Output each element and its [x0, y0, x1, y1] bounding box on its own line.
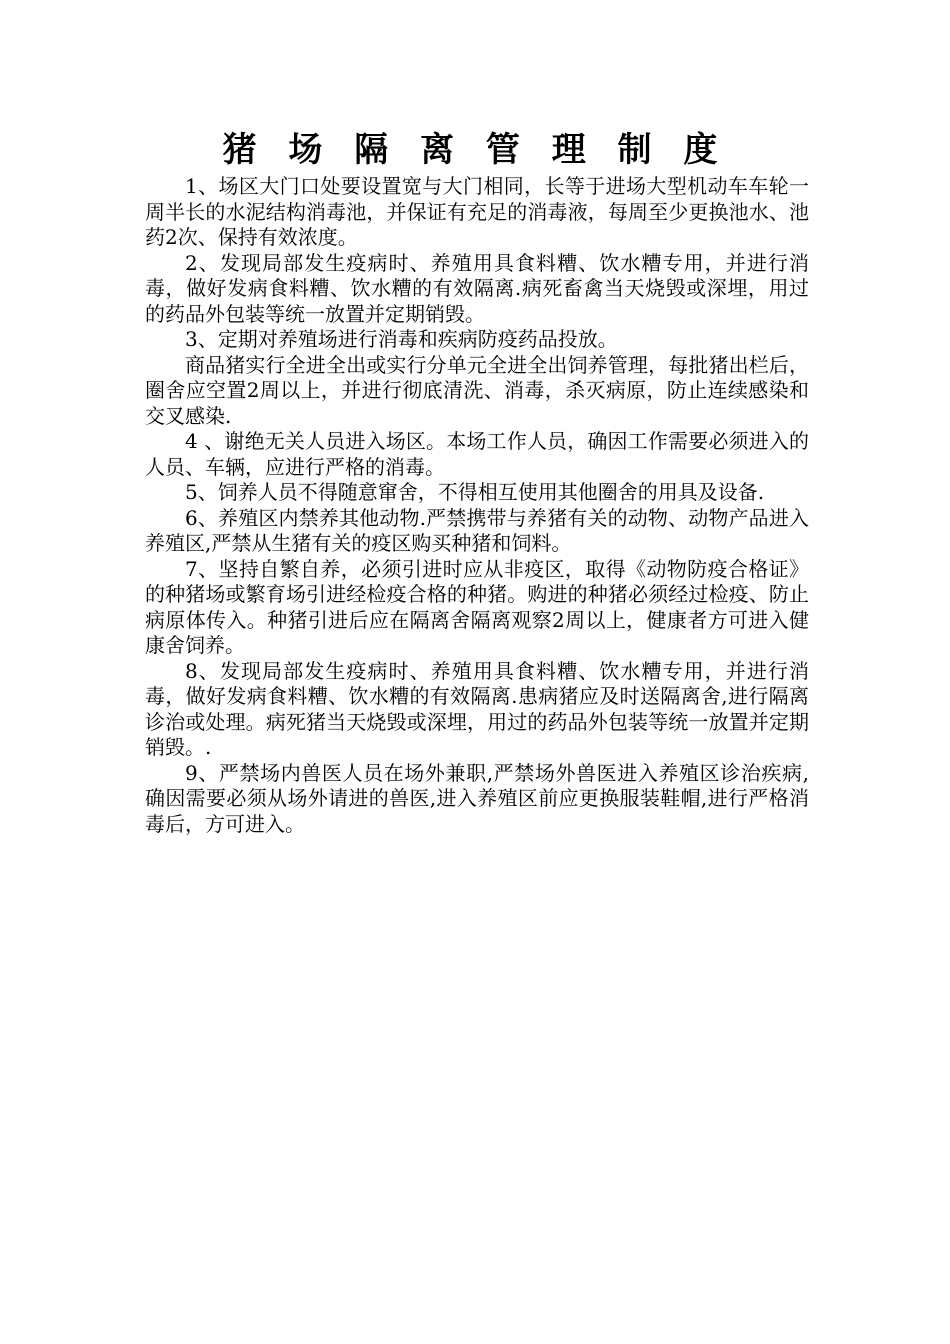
paragraph-10: 9、严禁场内兽医人员在场外兼职,严禁场外兽医进入养殖区诊治疾病,确因需要必须从场外请进的兽医,进入养殖区前应更换服装鞋帽,进行严格消毒后，方可进入。: [145, 760, 809, 836]
paragraph-5: 4 、谢绝无关人员进入场区。本场工作人员，确因工作需要必须进入的人员、车辆，应进行严格的消毒。: [145, 429, 809, 479]
document-body: [145, 174, 809, 837]
document-title: 猪 场 隔 离 管 理 制 度: [222, 130, 728, 170]
paragraph-7: 6、养殖区内禁养其他动物.严禁携带与养猪有关的动物、动物产品进入养殖区,严禁从生猪有关的疫区购买种猪和饲料。: [145, 505, 809, 555]
paragraph-9: 8、发现局部发生疫病时、养殖用具食料糟、饮水糟专用，并进行消毒，做好发病食料糟、饮水糟的有效隔离.患病猪应及时送隔离舍,进行隔离诊治或处理。病死猪当天烧毁或深埋，用过的药品外包装等统一放置并定期销毁。.: [145, 658, 809, 759]
paragraph-3: 3、定期对养殖场进行消毒和疾病防疫药品投放。: [185, 327, 618, 351]
paragraph-1: 1、场区大门口处要设置宽与大门相同，长等于进场大型机动车车轮一周半长的水泥结构消毒池，并保证有充足的消毒液，每周至少更换池水、池药2次、保持有效浓度。: [145, 174, 809, 249]
paragraph-4: 商品猪实行全进全出或实行分单元全进全出饲养管理，每批猪出栏后，圈舍应空置2周以上，并进行彻底清洗、消毒，杀灭病原，防止连续感染和交叉感染.: [145, 352, 809, 428]
paragraph-8: 7、坚持自繁自养，必须引进时应从非疫区，取得《动物防疫合格证》的种猪场或繁育场引进经检疫合格的种猪。购进的种猪必须经过检疫、防止病原体传入。种猪引进后应在隔离舍隔离观察2周以上，健康者方可进入健康舍饲养。: [145, 556, 809, 657]
paragraph-6: 5、饲养人员不得随意窜舍，不得相互使用其他圈舍的用具及设备.: [185, 480, 765, 504]
paragraph-2: 2、发现局部发生疫病时、养殖用具食料糟、饮水糟专用，并进行消毒，做好发病食料糟、饮水糟的有效隔离.病死畜禽当天烧毁或深埋，用过的药品外包装等统一放置并定期销毁。: [145, 250, 809, 326]
